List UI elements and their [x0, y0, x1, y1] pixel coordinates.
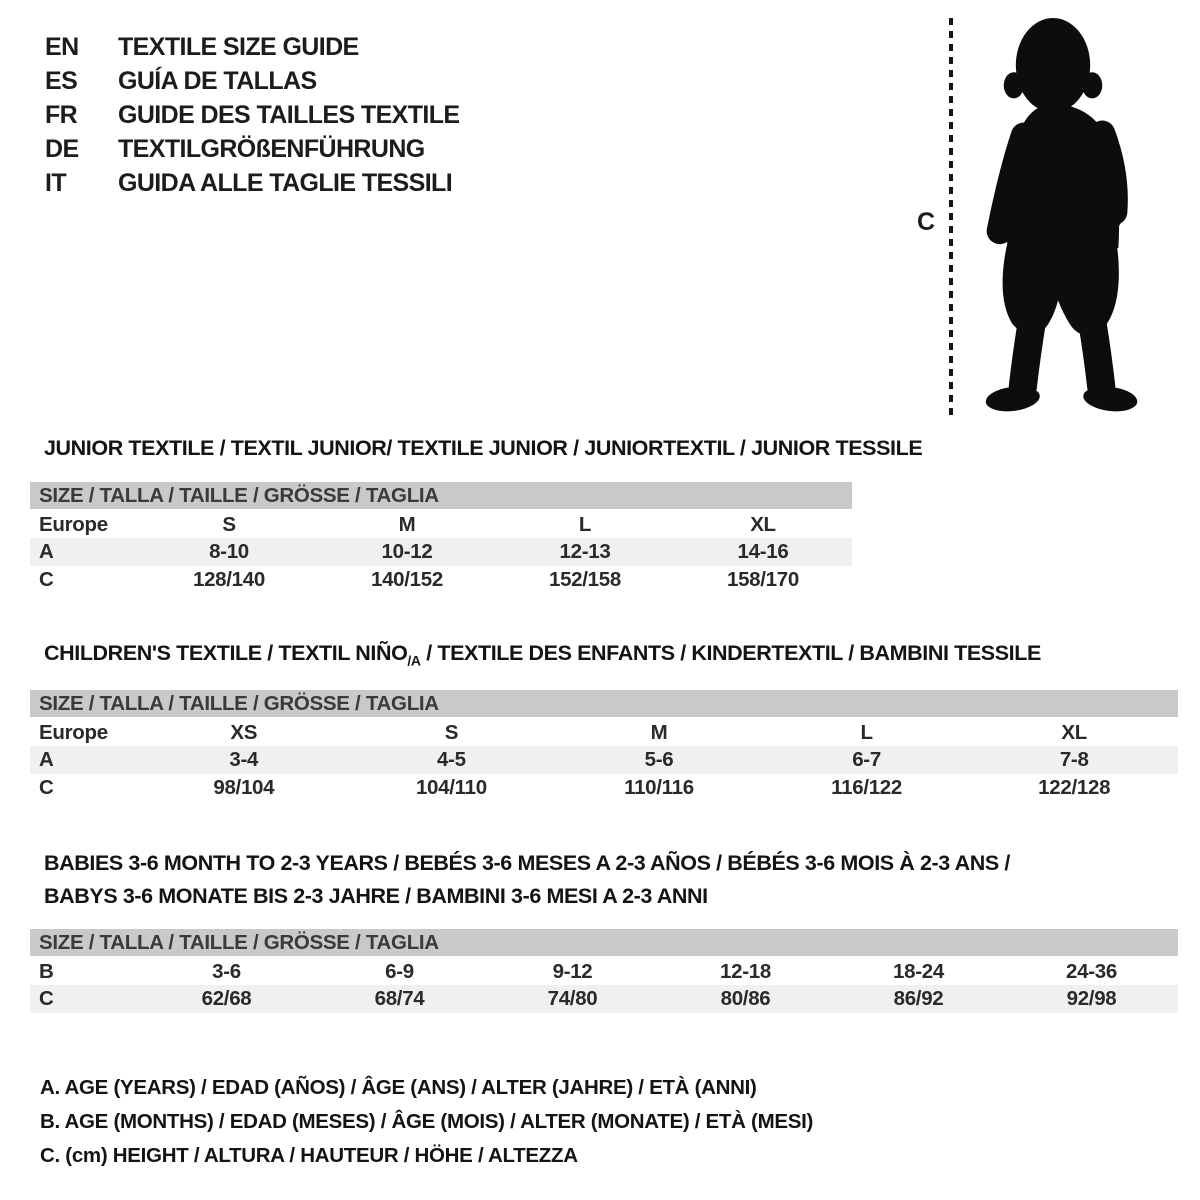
age-cell: 3-4 — [140, 746, 348, 774]
language-code: DE — [45, 134, 79, 163]
size-cell: S — [222, 512, 236, 536]
age-cell: 5-6 — [555, 746, 763, 774]
row-label: Europe — [39, 720, 108, 744]
table-row — [30, 718, 1178, 746]
toddler-silhouette-icon — [965, 15, 1141, 417]
height-cell: 68/74 — [313, 985, 486, 1013]
size-cell: XL — [750, 512, 776, 536]
size-cell: M — [650, 720, 668, 744]
size-table-header-bar: SIZE / TALLA / TAILLE / GRÖSSE / TAGLIA — [30, 482, 852, 510]
size-cell: L — [578, 512, 592, 536]
language-row — [45, 166, 460, 200]
guide-title: TEXTILGRÖßENFÜHRUNG — [118, 134, 425, 163]
age-cell: 12-18 — [720, 959, 771, 983]
height-cell: 80/86 — [659, 985, 832, 1013]
language-code: IT — [45, 168, 67, 197]
table-row — [30, 538, 852, 566]
row-label: A — [30, 746, 140, 774]
table-row — [30, 510, 852, 538]
table-row — [30, 985, 1178, 1013]
language-row — [45, 132, 460, 166]
height-cell: 62/68 — [140, 985, 313, 1013]
age-cell: 9-12 — [552, 959, 593, 983]
table-row — [30, 746, 1178, 774]
size-cell: S — [444, 720, 459, 744]
language-row — [45, 30, 460, 64]
table-row — [30, 566, 852, 594]
height-cell: 158/170 — [726, 568, 799, 591]
language-title-list — [45, 30, 460, 200]
guide-title: GUIDA ALLE TAGLIE TESSILI — [118, 168, 453, 197]
children-heading-post: / TEXTILE DES ENFANTS / KINDERTEXTIL / BAMBINI TESSILE — [420, 641, 1041, 665]
children-section-heading — [44, 641, 1041, 668]
table-row — [30, 957, 1178, 985]
height-cell: 92/98 — [1005, 985, 1178, 1013]
table-row — [30, 774, 1178, 802]
language-row — [45, 64, 460, 98]
height-cell: 86/92 — [832, 985, 1005, 1013]
row-label: C — [39, 568, 54, 591]
row-label: B — [39, 959, 54, 983]
children-heading-pre: CHILDREN'S TEXTILE / TEXTIL NIÑO — [44, 641, 408, 665]
height-cell: 122/128 — [1038, 776, 1111, 799]
age-cell: 7-8 — [970, 746, 1178, 774]
junior-section-heading: JUNIOR TEXTILE / TEXTIL JUNIOR/ TEXTILE JUNIOR / JUNIORTEXTIL / JUNIOR TESSILE — [44, 436, 923, 460]
age-cell: 18-24 — [893, 959, 944, 983]
guide-title: TEXTILE SIZE GUIDE — [118, 32, 359, 61]
legend-line-b: B. AGE (MONTHS) / EDAD (MESES) / ÂGE (MOIS) / ALTER (MONATE) / ETÀ (MESI) — [40, 1110, 814, 1133]
age-cell: 6-9 — [385, 959, 414, 983]
height-cell: 98/104 — [213, 776, 275, 799]
language-row — [45, 98, 460, 132]
babies-section-heading — [44, 847, 1010, 913]
children-heading-sub: /A — [407, 652, 421, 669]
measurement-legend — [40, 1071, 813, 1173]
height-measure-figure — [905, 12, 1167, 424]
size-table-header-bar: SIZE / TALLA / TAILLE / GRÖSSE / TAGLIA — [30, 690, 1178, 718]
legend-line-c: C. (cm) HEIGHT / ALTURA / HAUTEUR / HÖHE / ALTEZZA — [40, 1144, 578, 1167]
height-cell: 128/140 — [192, 568, 265, 591]
guide-title: GUÍA DE TALLAS — [118, 66, 317, 95]
size-cell: M — [398, 512, 416, 536]
measure-c-label: C — [917, 208, 936, 236]
age-cell: 3-6 — [212, 959, 241, 983]
age-cell: 14-16 — [674, 538, 852, 566]
age-cell: 24-36 — [1066, 959, 1117, 983]
language-code: FR — [45, 100, 78, 129]
legend-line-a: A. AGE (YEARS) / EDAD (AÑOS) / ÂGE (ANS) / ALTER (JAHRE) / ETÀ (ANNI) — [40, 1076, 757, 1099]
age-cell: 10-12 — [318, 538, 496, 566]
row-label: A — [30, 538, 140, 566]
age-cell: 6-7 — [763, 746, 971, 774]
size-cell: L — [860, 720, 873, 744]
age-cell: 4-5 — [348, 746, 556, 774]
height-cell: 74/80 — [486, 985, 659, 1013]
height-cell: 110/116 — [624, 776, 694, 799]
row-label: C — [39, 776, 54, 799]
row-label: C — [30, 985, 140, 1013]
height-cell: 140/152 — [370, 568, 443, 591]
height-cell: 152/158 — [548, 568, 621, 591]
height-cell: 104/110 — [415, 776, 487, 799]
language-code: EN — [45, 32, 79, 61]
height-dashed-line — [949, 18, 953, 418]
babies-heading-line2: BABYS 3-6 MONATE BIS 2-3 JAHRE / BAMBINI 3-6 MESI A 2-3 ANNI — [44, 884, 708, 908]
age-cell: 12-13 — [496, 538, 674, 566]
row-label: Europe — [39, 512, 108, 536]
height-cell: 116/122 — [831, 776, 903, 799]
babies-size-table — [30, 929, 1178, 1013]
junior-size-table — [30, 482, 852, 594]
language-code: ES — [45, 66, 78, 95]
age-cell: 8-10 — [140, 538, 318, 566]
babies-heading-line1: BABIES 3-6 MONTH TO 2-3 YEARS / BEBÉS 3-6 MESES A 2-3 AÑOS / BÉBÉS 3-6 MOIS À 2-3 ANS / — [44, 851, 1010, 875]
size-table-header-bar: SIZE / TALLA / TAILLE / GRÖSSE / TAGLIA — [30, 929, 1178, 957]
guide-title: GUIDE DES TAILLES TEXTILE — [118, 100, 460, 129]
size-cell: XL — [1061, 720, 1087, 744]
children-size-table — [30, 690, 1178, 802]
size-cell: XS — [230, 720, 258, 744]
